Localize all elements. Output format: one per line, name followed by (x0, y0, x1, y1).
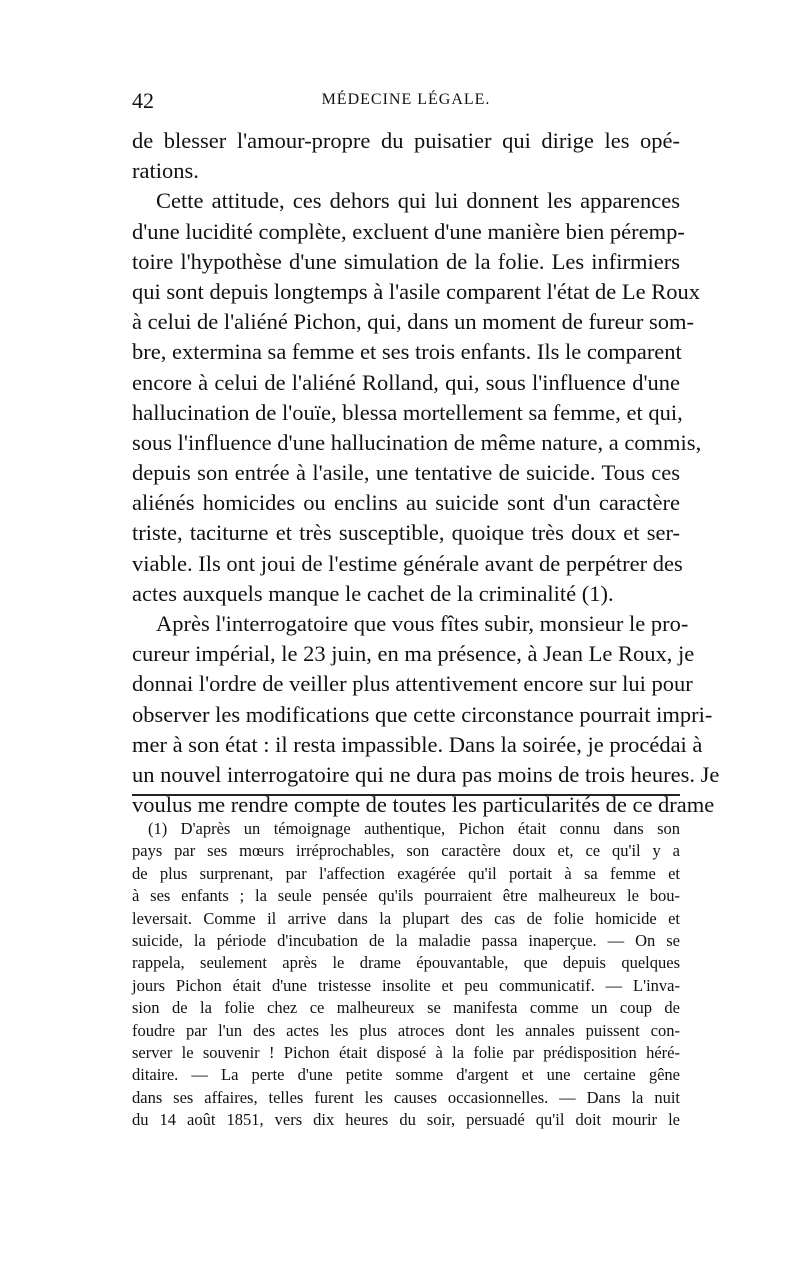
footnote-line: dans ses affaires, telles furent les causes occasionnelles. — Dans la nuit (132, 1087, 680, 1107)
footnotes (132, 818, 680, 1131)
footnote-first-line: (1) D'après un témoignage authentique, Pichon était connu dans son (148, 819, 680, 838)
text-line: rations. (132, 158, 199, 184)
page-number: 42 (132, 88, 154, 113)
page-header (132, 88, 680, 118)
paragraph-first-line: Cette attitude, ces dehors qui lui donnent les apparences (156, 188, 680, 214)
text-line: mer à son état : il resta impassible. Dans la soirée, je procédai à (132, 731, 703, 757)
text-line: toire l'hypothèse d'une simulation de la folie. Les infirmiers (132, 248, 680, 274)
paragraph-first-line: Après l'interrogatoire que vous fîtes subir, monsieur le pro- (156, 611, 689, 636)
footnote-line: foudre par l'un des actes les plus atroces dont les annales puissent con- (132, 1020, 680, 1040)
text-line: aliénés homicides ou enclins au suicide sont d'un caractère (132, 490, 680, 516)
text-line: hallucination de l'ouïe, blessa mortellement sa femme, et qui, (132, 399, 683, 425)
text-line: de blesser l'amour-propre du puisatier qui dirige les opé- (132, 128, 680, 153)
footnote-line: sion de la folie chez ce malheureux se manifesta comme un coup de (132, 998, 680, 1018)
text-line: actes auxquels manque le cachet de la criminalité (1). (132, 580, 614, 606)
footnote-line: du 14 août 1851, vers dix heures du soir, persuadé qu'il doit mourir le (132, 1110, 680, 1130)
footnote-line: suicide, la période d'incubation de la maladie passa inaperçue. — On se (132, 930, 680, 950)
footnote-separator (132, 794, 680, 796)
text-line: d'une lucidité complète, excluent d'une manière bien péremp- (132, 218, 685, 244)
text-line: triste, taciturne et très susceptible, quoique très doux et ser- (132, 520, 680, 546)
running-head: MÉDECINE LÉGALE. (321, 91, 491, 108)
footnote-line: leversait. Comme il arrive dans la plupart des cas de folie homicide et (132, 908, 680, 928)
text-line: donnai l'ordre de veiller plus attentivement encore sur lui pour (132, 671, 693, 697)
text-line: bre, extermina sa femme et ses trois enfants. Ils le comparent (132, 339, 682, 365)
body-text (132, 126, 720, 820)
footnote-line: rappela, seulement après le drame épouvantable, que depuis quelques (132, 953, 680, 973)
footnote-line: ditaire. — La perte d'une petite somme d'argent et une certaine gêne (132, 1065, 680, 1085)
text-line: cureur impérial, le 23 juin, en ma présence, à Jean Le Roux, je (132, 641, 695, 667)
footnote-line: server le souvenir ! Pichon était disposé à la folie par prédisposition héré- (132, 1042, 680, 1062)
text-line: un nouvel interrogatoire qui ne dura pas moins de trois heures. Je (132, 761, 720, 787)
text-line: à celui de l'aliéné Pichon, qui, dans un moment de fureur som- (132, 309, 695, 335)
text-line: depuis son entrée à l'asile, une tentative de suicide. Tous ces (132, 460, 680, 486)
footnote-line: pays par ses mœurs irréprochables, son caractère doux et, ce qu'il y a (132, 841, 680, 861)
footnote-line: jours Pichon était d'une tristesse insolite et peu communicatif. — L'inva- (132, 975, 680, 995)
text-line: viable. Ils ont joui de l'estime générale avant de perpétrer des (132, 550, 683, 576)
text-line: observer les modifications que cette circonstance pourrait impri- (132, 701, 713, 727)
footnote-line: à ses enfants ; la seule pensée qu'ils pourraient être malheureux le bou- (132, 886, 680, 906)
text-line: voulus me rendre compte de toutes les particularités de ce drame (132, 792, 715, 818)
footnote-line: de plus surprenant, par l'affection exagérée qu'il portait à sa femme et (132, 863, 680, 883)
text-line: sous l'influence d'une hallucination de même nature, a commis, (132, 429, 702, 455)
text-line: qui sont depuis longtemps à l'asile comparent l'état de Le Roux (132, 278, 700, 304)
text-line: encore à celui de l'aliéné Rolland, qui, sous l'influence d'une (132, 369, 680, 395)
